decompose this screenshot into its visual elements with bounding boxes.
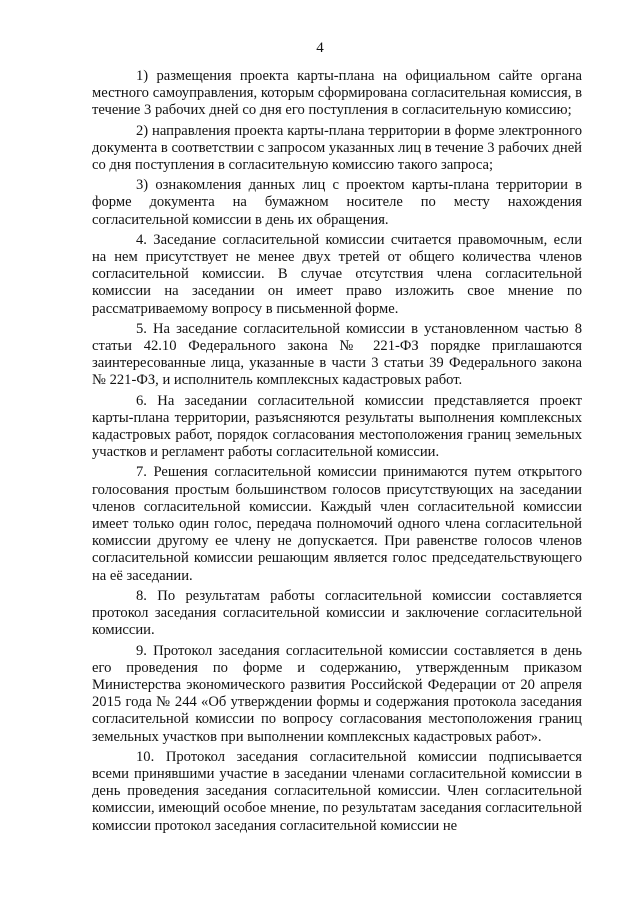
paragraph-4: 4. Заседание согласительной комиссии считается правомочным, если на нем присутствует не менее двух третей от общего количества членов согласительной комиссии. В случае отсутствия члена согласительной комиссии на заседании он имеет право изложить свое мнение по рассматриваемому вопросу в письменной форме.	[92, 231, 582, 317]
paragraph-6: 6. На заседании согласительной комиссии представляется проект карты-плана территории, разъясняются результаты выполнения комплексных кадастровых работ, порядок согласования местоположения границ земельных участков и регламент работы согласительной комиссии.	[92, 392, 582, 461]
paragraph-9: 9. Протокол заседания согласительной комиссии составляется в день его проведения по форме и содержанию, утвержденным приказом Министерства экономического развития Российской Федерации от 20 апреля 2015 года № 244 «Об утверждении формы и содержания протокола заседания согласительной комиссии по вопросу согласования местоположения границ земельных участков при выполнении комплексных кадастровых работ».	[92, 642, 582, 745]
paragraph-item-3: 3) ознакомления данных лиц с проектом карты-плана территории в форме документа на бумажном носителе по месту нахождения согласительной комиссии в день их обращения.	[92, 177, 582, 228]
document-body	[92, 68, 582, 835]
paragraph-item-2: 2) направления проекта карты-плана территории в форме электронного документа в соответствии с запросом указанных лиц в течение 3 рабочих дней со дня поступления в согласительную комиссию такого запроса;	[92, 122, 582, 174]
paragraph-7: 7. Решения согласительной комиссии принимаются путем открытого голосования простым большинством голосов присутствующих на заседании членов согласительной комиссии. Каждый член согласительной комиссии имеет только один голос, передача полномочий одного члена согласительной комиссии другому ее члену не допускается. При равенстве голосов членов согласительной комиссии решающим является голос председательствующего на её заседании.	[92, 464, 582, 584]
paragraph-5: 5. На заседание согласительной комиссии в установленном частью 8 статьи 42.10 Федерального закона № 221-ФЗ порядке приглашаются заинтересованные лица, указанные в части 3 статьи 39 Федерального закона № 221-ФЗ, и исполнитель комплексных кадастровых работ.	[92, 320, 582, 389]
paragraph-10: 10. Протокол заседания согласительной комиссии подписывается всеми принявшими участие в заседании членами согласительной комиссии в день проведения заседания согласительной комиссии. Член согласительной комиссии, имеющий особое мнение, по результатам заседания согласительной комиссии протокол заседания согласительной комиссии не	[92, 748, 582, 834]
paragraph-8: 8. По результатам работы согласительной комиссии составляется протокол заседания согласительной комиссии и заключение согласительной комиссии.	[92, 587, 582, 639]
page-number: 4	[316, 40, 324, 56]
paragraph-item-1: 1) размещения проекта карты-плана на официальном сайте органа местного самоуправления, которым сформирована согласительная комиссия, в течение 3 рабочих дней со дня его поступления в согласительную комиссию;	[92, 68, 582, 119]
